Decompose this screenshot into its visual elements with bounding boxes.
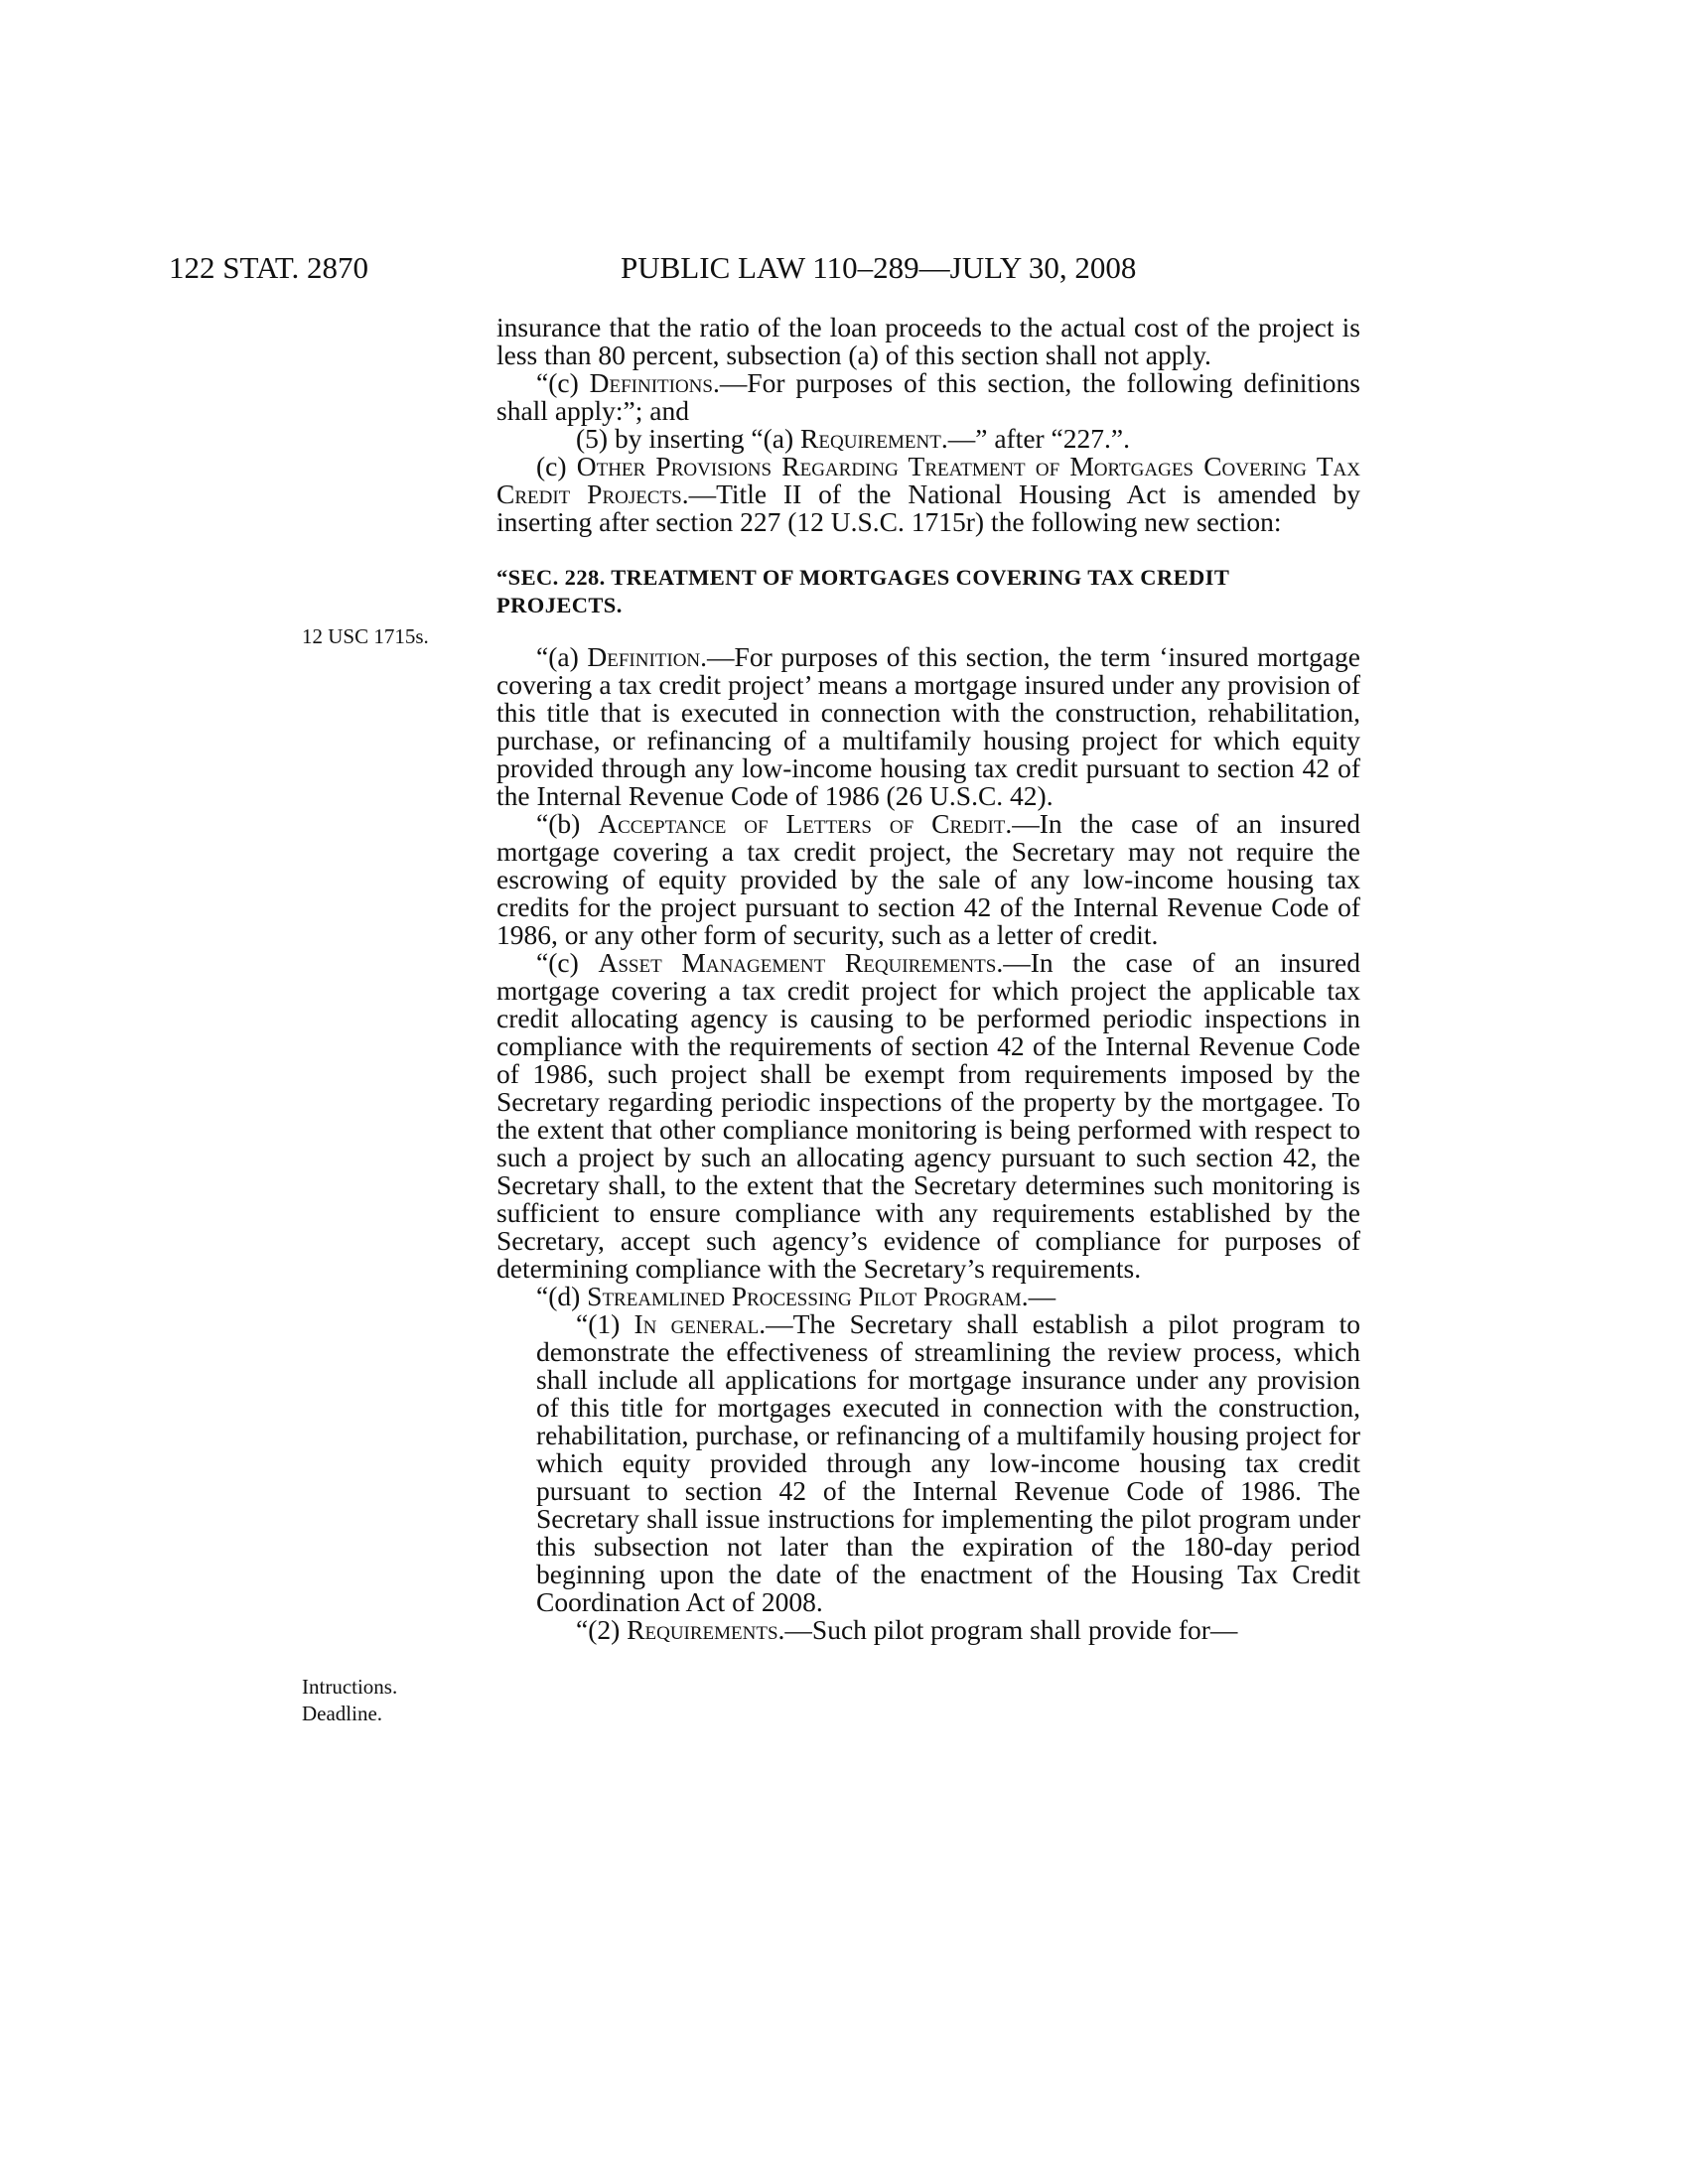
para-open: (5) by inserting “(a) [576, 423, 801, 454]
para-open: “(a) [536, 641, 588, 672]
para-caption: Other Provisions Regarding Treatment of Mortgages Covering Tax Credit Projects [496, 451, 1360, 509]
section-heading-line2: PROJECTS. [496, 593, 623, 617]
para-text: .—For purposes of this section, the following definitions shall apply:”; and [496, 367, 1360, 426]
para-open: “(d) [536, 1281, 588, 1311]
body-text [496, 314, 1360, 1644]
paragraph-item-5 [496, 425, 1360, 453]
para-text: .—For purposes of this section, the term ‘insured mortgage covering a tax credit project’ means a mortgage insured under any provision of this title that is executed in connection with the construction, rehabilitation, purchase, or refinancing of a multifamily housing project for which equity provided through any low-income housing tax credit pursuant to section 42 of the Internal Revenue Code of 1986 (26 U.S.C. 42). [496, 641, 1360, 811]
margin-note-instructions [302, 1674, 397, 1727]
para-open: “(c) [536, 367, 590, 398]
running-head: PUBLIC LAW 110–289—JULY 30, 2008 [621, 250, 1137, 285]
margin-note-deadline-text: Deadline. [302, 1702, 383, 1725]
section-heading-line1: “SEC. 228. TREATMENT OF MORTGAGES COVERING TAX CREDIT [496, 565, 1230, 590]
paragraph-b-letters-of-credit [496, 810, 1360, 949]
para-text: .— [1021, 1281, 1056, 1311]
para-text: .—In the case of an insured mortgage covering a tax credit project, the Secretary may not require the escrowing of equity provided by the sale of any low-income housing tax credits for the project pursuant to section 42 of the Internal Revenue Code of 1986, or any other form of security, such as a letter of credit. [496, 808, 1361, 950]
para-caption: Streamlined Processing Pilot Program [587, 1281, 1022, 1311]
para-caption: Requirement [800, 423, 941, 454]
stat-citation: 122 STAT. 2870 [169, 250, 369, 285]
paragraph-subsection-c [496, 453, 1360, 536]
para-open: (c) [536, 451, 577, 481]
para-open: “(1) [576, 1308, 634, 1339]
para-caption: Definition [587, 641, 701, 672]
paragraph-d1-in-general [496, 1310, 1360, 1616]
paragraph-a-definition [496, 643, 1360, 810]
margin-note-usc-text: 12 USC 1715s. [302, 624, 429, 648]
para-open: “(b) [536, 808, 599, 839]
paragraph-d2-requirements [496, 1616, 1360, 1644]
paragraph-c-asset-management [496, 949, 1360, 1283]
paragraph-continuation: insurance that the ratio of the loan proceeds to the actual cost of the project is less than 80 percent, subsection (a) of this section shall not apply. [496, 312, 1360, 370]
section-heading [496, 564, 1360, 619]
para-text: .—Such pilot program shall provide for— [777, 1614, 1238, 1645]
page-header [169, 248, 1380, 288]
para-text: .—In the case of an insured mortgage covering a tax credit project for which project the applicable tax credit allocating agency is causing to be performed periodic inspections in compliance with the requirements of section 42 of the Internal Revenue Code of 1986, such project shall be exempt from requirements imposed by the Secretary regarding periodic inspections of the property by the mortgagee. To the extent that other compliance monitoring is being performed with respect to such a project by such an allocating agency pursuant to such section 42, the Secretary shall, to the extent that the Secretary determines such monitoring is sufficient to ensure compliance with any requirements established by the Secretary, accept such agency’s evidence of compliance for purposes of determining compliance with the Secretary’s requirements. [496, 947, 1360, 1284]
paragraph-d-pilot-program [496, 1283, 1360, 1310]
margin-note-instructions-text: Intructions. [302, 1675, 398, 1699]
para-caption: In general [633, 1308, 760, 1339]
paragraph-definitions-amendment [496, 369, 1360, 425]
para-text: .—” after “227.”. [940, 423, 1130, 454]
margin-note-usc [302, 623, 429, 650]
para-caption: Requirements [627, 1614, 778, 1645]
para-text: .—The Secretary shall establish a pilot program to demonstrate the effectiveness of streamlining the review process, which shall include all applications for mortgage insurance under any provision of this title for mortgages executed in connection with the construction, rehabilitation, purchase, or refinancing of a multifamily housing project for which equity provided through any low-income housing tax credit pursuant to section 42 of the Internal Revenue Code of 1986. The Secretary shall issue instructions for implementing the pilot program under this subsection not later than the expiration of the 180-day period beginning upon the date of the enactment of the Housing Tax Credit Coordination Act of 2008. [536, 1308, 1360, 1617]
para-caption: Definitions [589, 367, 713, 398]
para-caption: Asset Management Requirements [598, 947, 997, 978]
para-open: “(2) [576, 1614, 628, 1645]
para-open: “(c) [536, 947, 599, 978]
para-caption: Acceptance of Letters of Credit [598, 808, 1006, 839]
para-text: .—Title II of the National Housing Act is amended by inserting after section 227 (12 U.S.C. 1715r) the following new section: [496, 478, 1360, 537]
